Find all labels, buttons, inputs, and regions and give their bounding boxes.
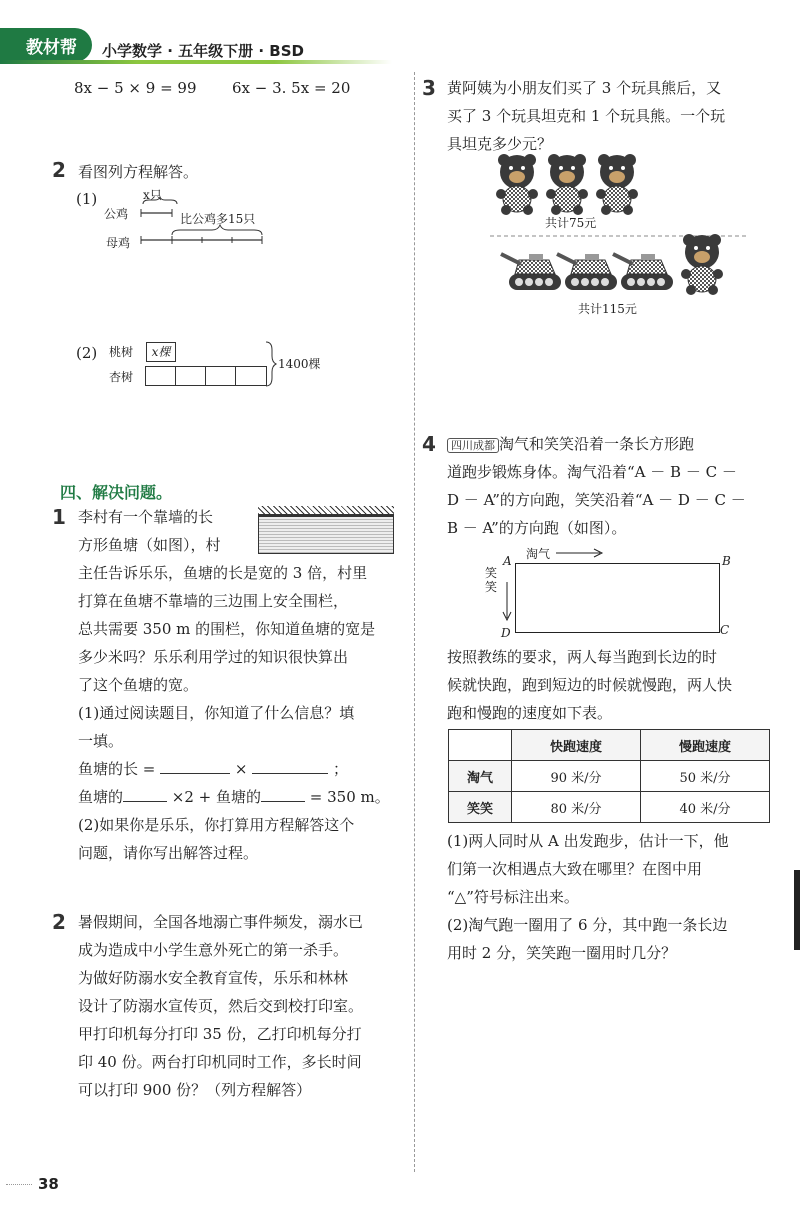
question-text-line: 道跑步锻炼身体。淘气沿着“A － B － C －	[447, 463, 737, 481]
part-label: (2)	[76, 344, 98, 362]
table-cell: 50 米/分	[641, 761, 770, 792]
problem-text-line: 印 40 份。两台打印机同时工作，多长时间	[78, 1053, 362, 1071]
blank-field[interactable]	[261, 801, 305, 802]
table-cell: 80 米/分	[512, 792, 641, 823]
header-title: 小学数学 · 五年级下册 · BSD	[102, 42, 304, 60]
corner-label-a: A	[503, 554, 512, 568]
total-label: 共计75元	[545, 216, 597, 230]
table-cell: 90 米/分	[512, 761, 641, 792]
table-cell: 淘气	[449, 761, 512, 792]
question-text-line: 们第一次相遇点大致在哪里？在图中用	[447, 860, 703, 878]
blank-field[interactable]	[123, 801, 167, 802]
source-tag: 四川成都	[447, 438, 499, 453]
more-label: 比公鸡多15只	[180, 212, 256, 226]
section-heading: 四、解决问题。	[60, 483, 173, 502]
question-text-line	[447, 430, 694, 460]
table-cell: 40 米/分	[641, 792, 770, 823]
problem-text-line: 多少米吗？乐乐利用学过的知识很快算出	[78, 648, 349, 666]
question-text-line: 黄阿姨为小朋友们买了 3 个玩具熊后，又	[447, 79, 722, 97]
problem-text-line: 可以打印 900 份？（列方程解答）	[78, 1081, 312, 1099]
fill-text: 鱼塘的长 =	[78, 760, 156, 778]
question-text-line: 候就快跑，跑到短边的时候就慢跑，两人快	[447, 676, 733, 694]
part-label: (1)	[76, 190, 98, 208]
peach-label: 桃树	[109, 345, 134, 359]
table-header-cell: 快跑速度	[512, 730, 641, 761]
runner-label-xiaoxiao: 笑笑	[485, 566, 498, 594]
fill-text: ；	[333, 760, 349, 778]
problem-text-line: (2)如果你是乐乐，你打算用方程解答这个	[78, 816, 355, 834]
question-text-line: B － A”的方向跑（如图）。	[447, 519, 627, 537]
fish-pond-figure	[258, 506, 394, 554]
problem-text-line: 甲打印机每分打印 35 份，乙打印机每分打	[78, 1025, 362, 1043]
apricot-bar	[145, 366, 267, 386]
question-text-line: 用时 2 分，笑笑跑一圈用时几分？	[447, 944, 677, 962]
problem-text-line: 了这个鱼塘的宽。	[78, 676, 199, 694]
runway-rectangle	[515, 563, 720, 633]
question-number: 2	[52, 158, 66, 182]
problem-text-line: 李村有一个靠墙的长	[78, 508, 214, 526]
question-text-line: (2)淘气跑一圈用了 6 分，其中跑一条长边	[447, 916, 728, 934]
table-header-row	[449, 730, 770, 761]
equation-2: 6x − 3. 5x = 20	[232, 79, 351, 97]
problem-text-line: 主任告诉乐乐，鱼塘的长是宽的 3 倍，村里	[78, 564, 368, 582]
x-box: x棵	[146, 342, 176, 362]
question-text: 淘气和笑笑沿着一条长方形跑	[499, 435, 695, 453]
problem-text-line: 暑假期间，全国各地溺亡事件频发，溺水已	[78, 913, 364, 931]
blank-field[interactable]	[160, 773, 230, 774]
problem-text-line: 为做好防溺水安全教育宣传，乐乐和林林	[78, 969, 349, 987]
page-number: 38	[38, 1175, 59, 1193]
question-number: 4	[422, 432, 436, 456]
question-text-line: D － A”的方向跑，笑笑沿着“A － D － C －	[447, 491, 746, 509]
corner-label-c: C	[720, 623, 730, 637]
corner-label-b: B	[722, 554, 731, 568]
problem-text-line: 问题，请你写出解答过程。	[78, 844, 259, 862]
question-text-line: 买了 3 个玩具坦克和 1 个玩具熊。一个玩	[447, 107, 726, 125]
question-title: 看图列方程解答。	[78, 163, 199, 181]
question-text-line: 跑和慢跑的速度如下表。	[447, 704, 613, 722]
problem-number: 1	[52, 505, 66, 529]
rooster-label: 公鸡	[104, 207, 129, 221]
problem-text-line: 设计了防溺水宣传页，然后交到校打印室。	[78, 997, 364, 1015]
corner-label-d: D	[501, 626, 511, 640]
line-segment-diagram-1	[0, 0, 400, 260]
runner-label-taoqi: 淘气	[526, 547, 551, 561]
problem-text-line: 打算在鱼塘不靠墙的三边围上安全围栏，	[78, 592, 349, 610]
problem-text-line: 总共需要 350 m 的围栏，你知道鱼塘的宽是	[78, 620, 376, 638]
fill-text: ×2 + 鱼塘的	[171, 788, 262, 806]
x-label: x只	[143, 188, 162, 202]
question-text-line: 按照教练的要求，两人每当跑到长边的时	[447, 648, 718, 666]
page-edge-mark	[794, 870, 800, 950]
fill-line-2	[78, 783, 390, 811]
fill-text: = 350 m。	[309, 788, 390, 806]
fill-text: 鱼塘的	[78, 788, 124, 806]
table-row	[449, 761, 770, 792]
footer-dots	[6, 1184, 32, 1186]
column-divider	[414, 72, 415, 1172]
question-text-line: “△”符号标注出来。	[447, 888, 579, 906]
blank-field[interactable]	[252, 773, 328, 774]
question-text-line: (1)两人同时从 A 出发跑步，估计一下，他	[447, 832, 729, 850]
speed-table	[448, 729, 770, 823]
table-header-cell: 慢跑速度	[641, 730, 770, 761]
header-badge-text: 教材帮	[26, 38, 77, 58]
toy-picture	[490, 150, 750, 320]
problem-text-line: 方形鱼塘（如图），村	[78, 536, 221, 554]
equation-1: 8x − 5 × 9 = 99	[74, 79, 197, 97]
problem-number: 2	[52, 910, 66, 934]
problem-text-line: 成为造成中小学生意外死亡的第一杀手。	[78, 941, 349, 959]
question-number: 3	[422, 76, 436, 100]
table-cell: 笑笑	[449, 792, 512, 823]
table-header-cell	[449, 730, 512, 761]
total-label: 共计115元	[578, 302, 637, 316]
table-row	[449, 792, 770, 823]
arrow-down-icon	[502, 582, 512, 622]
problem-text-line: 一填。	[78, 732, 124, 750]
hen-label: 母鸡	[106, 236, 131, 250]
apricot-label: 杏树	[109, 370, 134, 384]
problem-text-line: (1)通过阅读题目，你知道了什么信息？填	[78, 704, 355, 722]
total-brace	[264, 340, 278, 388]
total-label: 1400棵	[278, 357, 321, 371]
fill-text: ×	[234, 760, 248, 778]
fill-line-1	[78, 755, 348, 783]
arrow-right-icon	[556, 548, 604, 558]
question-text-line: 具坦克多少元？	[447, 135, 553, 153]
